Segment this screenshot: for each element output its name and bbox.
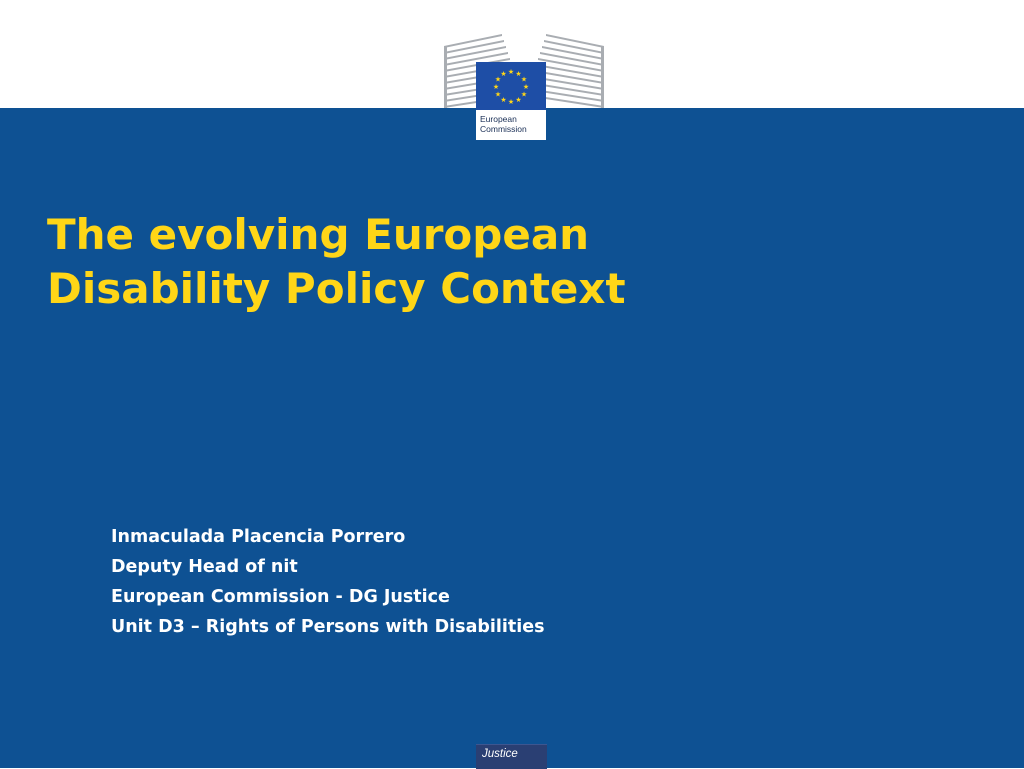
author-position: Deputy Head of nit: [111, 557, 298, 577]
footer-tag-label: Justice: [482, 748, 518, 760]
svg-text:★: ★: [500, 96, 507, 104]
svg-text:★: ★: [507, 98, 515, 106]
svg-text:★: ★: [507, 68, 515, 76]
author-block: [111, 522, 811, 642]
svg-text:★: ★: [520, 90, 528, 99]
logo-caption-line-2: Commission: [480, 124, 527, 134]
svg-text:★: ★: [500, 70, 507, 78]
slide-title-line-1: The evolving European: [47, 210, 590, 259]
logo-caption: [476, 110, 546, 140]
european-commission-logo: [440, 26, 608, 140]
author-organization: European Commission - DG Justice: [111, 587, 450, 607]
svg-text:★: ★: [520, 75, 528, 84]
svg-text:★: ★: [494, 75, 502, 84]
slide-title: [47, 208, 847, 316]
slide-background: [0, 108, 1024, 768]
svg-text:★: ★: [522, 83, 530, 91]
svg-text:★: ★: [515, 70, 522, 78]
author-unit: Unit D3 – Rights of Persons with Disabilities: [111, 617, 545, 637]
logo-caption-line-1: European: [480, 114, 517, 124]
footer-tag: [476, 744, 547, 769]
slide-title-line-2: Disability Policy Context: [47, 264, 626, 313]
svg-text:★: ★: [515, 96, 522, 104]
author-name: Inmaculada Placencia Porrero: [111, 527, 406, 547]
svg-text:★: ★: [492, 83, 500, 91]
svg-text:★: ★: [494, 90, 502, 99]
